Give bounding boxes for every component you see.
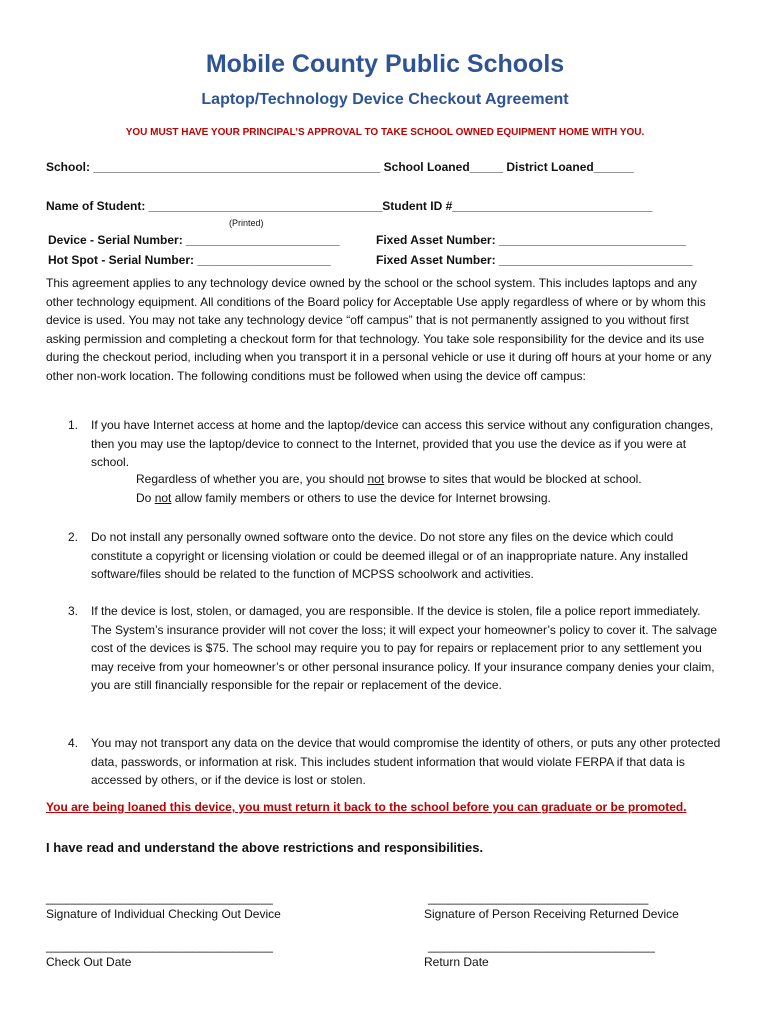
page-title: Mobile County Public Schools [205,50,565,78]
hotspot-serial-field: Hot Spot - Serial Number: ____________________ [48,253,331,267]
item-number: 4. [68,736,79,750]
intro-paragraph: This agreement applies to any technology device owned by the school or the school system. This includes laptops and any other technology equipment. All conditions of the Board policy for Acceptable Use apply regardless of where or by whom this device is used. You may not take any technology device “off campus” that is not permanently assigned to you without first asking permission and completing a checkout form for that technology. You take sole responsibility for the device and its use during the checkout period, including when you transport it in a personal vehicle or use it during off hours at your home or any other non-work location. The following conditions must be followed when using the device off campus: [46,276,712,383]
checkout-signature-label: Signature of Individual Checking Out Device [46,907,281,921]
school-field: School: ___________________________________________ School Loaned_____ District Loaned______ [46,160,634,174]
page-subtitle: Laptop/Technology Device Checkout Agreement [201,91,569,108]
return-date-label: Return Date [424,955,489,969]
checkout-date-line: __________________________________ [46,939,273,953]
item-text: If the device is lost, stolen, or damaged, you are responsible. If the device is stolen, file a police report immediately. The System’s insurance provider will not cover the loss; it will expect your homeowner’s policy to cover it. The salvage cost of the devices is $75. The school may require you to pay for repairs or replacement prior to any settlement you may receive from your homeowner’s or other personal insurance policy. If your insurance company denies your claim, you are still financially responsible for the repair or replacement of the device. [91,604,718,693]
return-signature-line: _________________________________ [428,891,649,905]
item-number: 3. [68,604,79,618]
return-requirement-note: You are being loaned this device, you must return it back to the school before you can graduate or be promoted. [46,800,687,814]
fixed-asset-field-2: Fixed Asset Number: _____________________________ [376,253,693,267]
fixed-asset-field-1: Fixed Asset Number: ____________________________ [376,233,686,247]
item-number: 2. [68,530,79,544]
checkout-date-label: Check Out Date [46,955,132,969]
device-serial-field: Device - Serial Number: _______________________ [48,233,340,247]
item-text: Do not install any personally owned software onto the device. Do not store any files on the device which could constitute a copyright or licensing violation or could be deemed illegal or of an inappropriate nature. Any installed software/files should be related to the function of MCPSS schoolwork and activities. [91,530,689,582]
acknowledgement-statement: I have read and understand the above restrictions and responsibilities. [46,840,484,855]
item-text: If you have Internet access at home and the laptop/device can access this service without any configuration changes, then you may use the laptop/device to connect to the Internet, provided that you use the device as if you were at school. [91,418,714,470]
return-signature-label: Signature of Person Receiving Returned Device [424,907,679,921]
return-date-line: __________________________________ [428,939,655,953]
item-text: You may not transport any data on the device that would compromise the identity of others, or puts any other protected data, passwords, or information at risk. This includes student information that would violate FERPA if that data is accessed by others, or if the device is lost or stolen. [91,736,721,788]
condition-sub-1: Regardless of whether you are, you should not browse to sites that would be blocked at school. [136,472,642,486]
item-number: 1. [68,418,79,432]
condition-sub-2: Do not allow family members or others to use the device for Internet browsing. [136,491,551,505]
checkout-signature-line: __________________________________ [46,891,273,905]
approval-warning: YOU MUST HAVE YOUR PRINCIPAL’S APPROVAL TO TAKE SCHOOL OWNED EQUIPMENT HOME WITH YOU. [125,127,645,138]
printed-note: (Printed) [229,218,264,228]
student-field: Name of Student: ___________________________________Student ID #______________________________ [46,199,653,213]
